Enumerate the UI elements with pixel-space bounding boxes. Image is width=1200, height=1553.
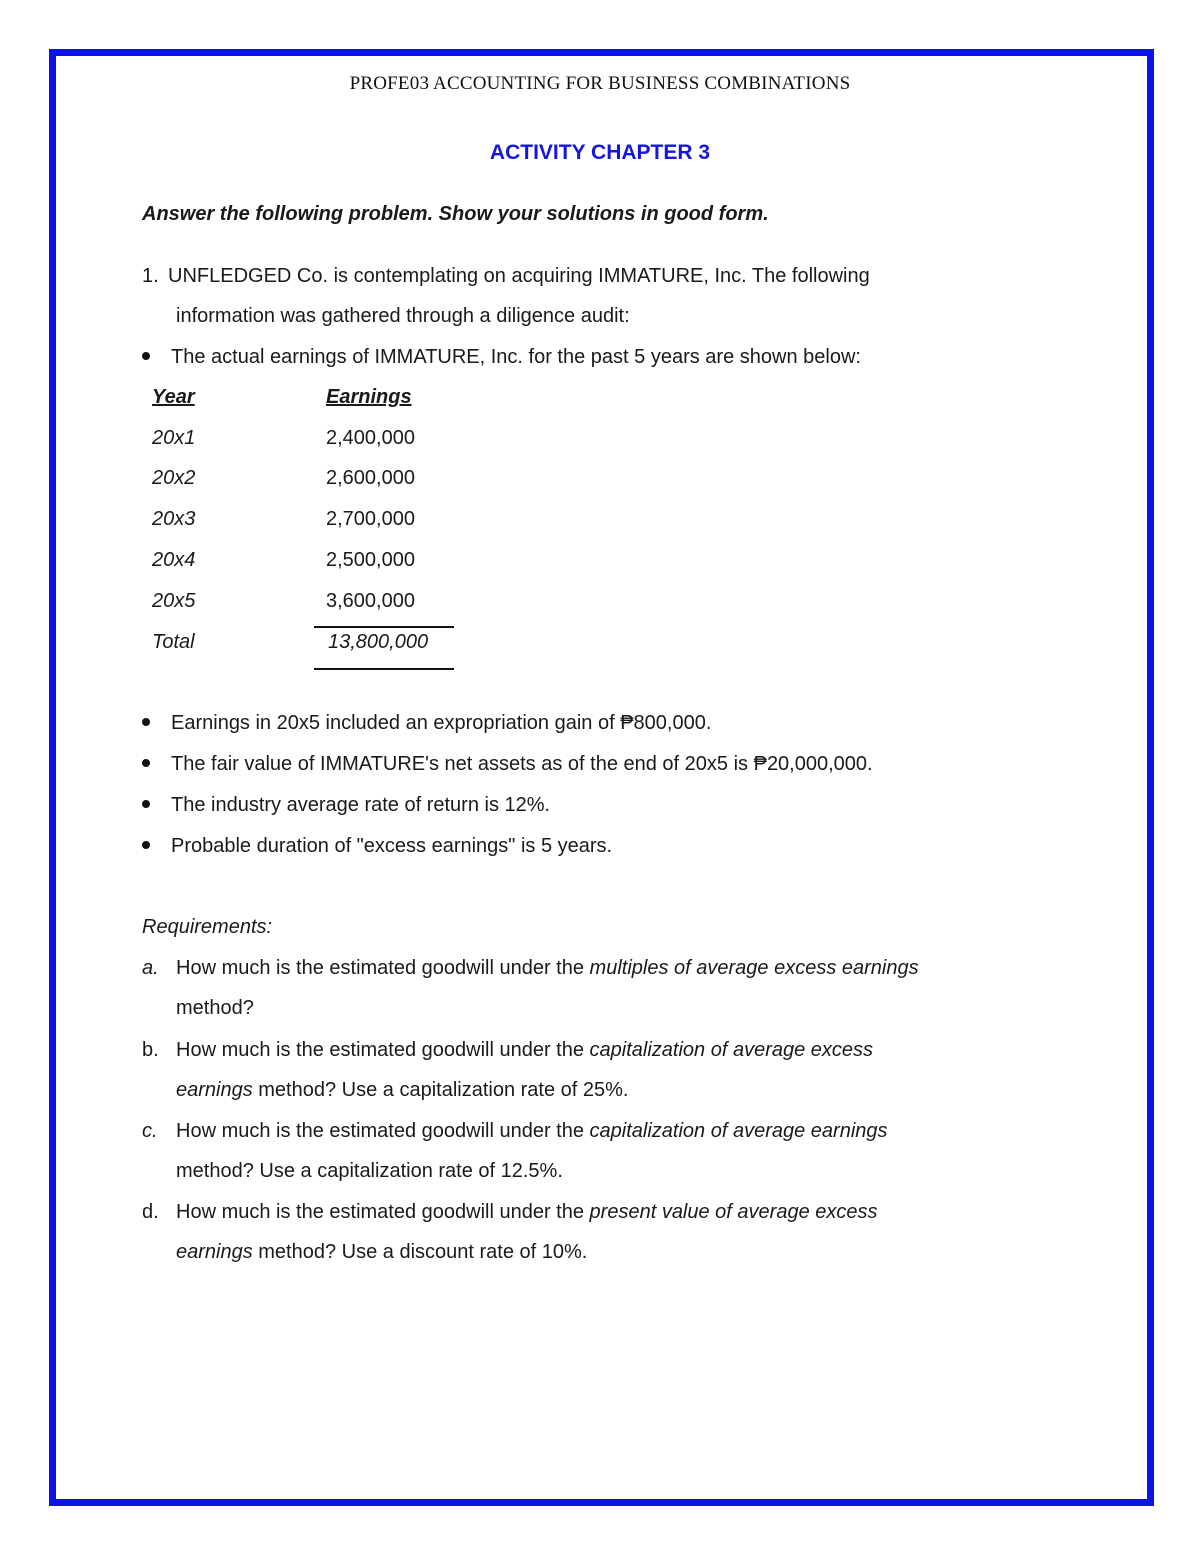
requirement-b	[142, 1030, 1072, 1110]
bullet-item	[142, 744, 873, 784]
year-cell: 20x4	[152, 549, 196, 571]
requirement-a	[142, 948, 1072, 1028]
requirements-label: Requirements:	[142, 916, 273, 938]
requirement-letter: b.	[142, 1039, 159, 1061]
requirement-post: method? Use a capitalization rate of 25%.	[252, 1079, 629, 1101]
year-cell: 20x3	[152, 508, 196, 530]
requirement-text	[142, 948, 1072, 1028]
earnings-cell: 2,500,000	[326, 549, 415, 571]
total-bottom-rule	[314, 668, 454, 670]
instruction-text: Answer the following problem. Show your solutions in good form.	[142, 203, 769, 225]
total-value: 13,800,000	[328, 631, 429, 653]
problem-line-2: information was gathered through a diligence audit:	[176, 305, 630, 327]
method-name-cont: earnings	[176, 1079, 253, 1101]
bullet-icon	[142, 718, 150, 726]
requirement-pre: How much is the estimated goodwill under the	[176, 1120, 590, 1142]
bullet-text: The actual earnings of IMMATURE, Inc. for the past 5 years are shown below:	[171, 346, 861, 368]
requirement-post: method?	[176, 997, 254, 1019]
earnings-header: Earnings	[326, 386, 412, 408]
bullet-icon	[142, 759, 150, 767]
earnings-cell: 2,600,000	[326, 467, 415, 489]
bullet-text: The fair value of IMMATURE's net assets as of the end of 20x5 is ₱20,000,000.	[171, 753, 873, 775]
requirement-pre: How much is the estimated goodwill under the	[176, 1039, 590, 1061]
problem-number: 1.	[142, 265, 159, 287]
course-title: PROFE03 ACCOUNTING FOR BUSINESS COMBINATIONS	[349, 73, 851, 94]
bullet-item	[142, 703, 711, 743]
bullet-icon	[142, 800, 150, 808]
activity-title: ACTIVITY CHAPTER 3	[489, 141, 711, 164]
year-cell: 20x5	[152, 590, 196, 612]
earnings-cell: 3,600,000	[326, 590, 415, 612]
total-label: Total	[152, 631, 195, 653]
method-name: present value of average excess	[589, 1201, 878, 1223]
requirement-text	[142, 1192, 1072, 1272]
method-name: capitalization of average earnings	[589, 1120, 888, 1142]
problem-statement	[142, 256, 1042, 336]
year-header: Year	[152, 386, 195, 408]
requirement-pre: How much is the estimated goodwill under the	[176, 957, 590, 979]
requirement-text	[142, 1030, 1072, 1110]
year-cell: 20x2	[152, 467, 196, 489]
requirement-pre: How much is the estimated goodwill under the	[176, 1201, 590, 1223]
earnings-cell: 2,700,000	[326, 508, 415, 530]
bullet-text: Probable duration of "excess earnings" is 5 years.	[171, 835, 613, 857]
bullet-icon	[142, 841, 150, 849]
bullet-text: Earnings in 20x5 included an expropriation gain of ₱800,000.	[171, 712, 712, 734]
requirement-c	[142, 1111, 1072, 1191]
bullet-item	[142, 785, 550, 825]
requirement-text	[142, 1111, 1072, 1191]
requirement-post: method? Use a capitalization rate of 12.5%.	[176, 1160, 563, 1182]
bullet-item	[142, 826, 612, 866]
requirement-letter: d.	[142, 1201, 159, 1223]
earnings-cell: 2,400,000	[326, 427, 415, 449]
bullet-item	[142, 337, 861, 377]
problem-line-1: UNFLEDGED Co. is contemplating on acquiring IMMATURE, Inc. The following	[168, 265, 870, 287]
method-name: capitalization of average excess	[589, 1039, 874, 1061]
requirement-letter: a.	[142, 957, 159, 979]
method-name-cont: earnings	[176, 1241, 253, 1263]
bullet-icon	[142, 352, 150, 360]
requirement-post: method? Use a discount rate of 10%.	[252, 1241, 588, 1263]
requirement-letter: c.	[142, 1120, 158, 1142]
method-name: multiples of average excess earnings	[589, 957, 919, 979]
requirement-d	[142, 1192, 1072, 1272]
year-cell: 20x1	[152, 427, 196, 449]
bullet-text: The industry average rate of return is 12%.	[171, 794, 551, 816]
